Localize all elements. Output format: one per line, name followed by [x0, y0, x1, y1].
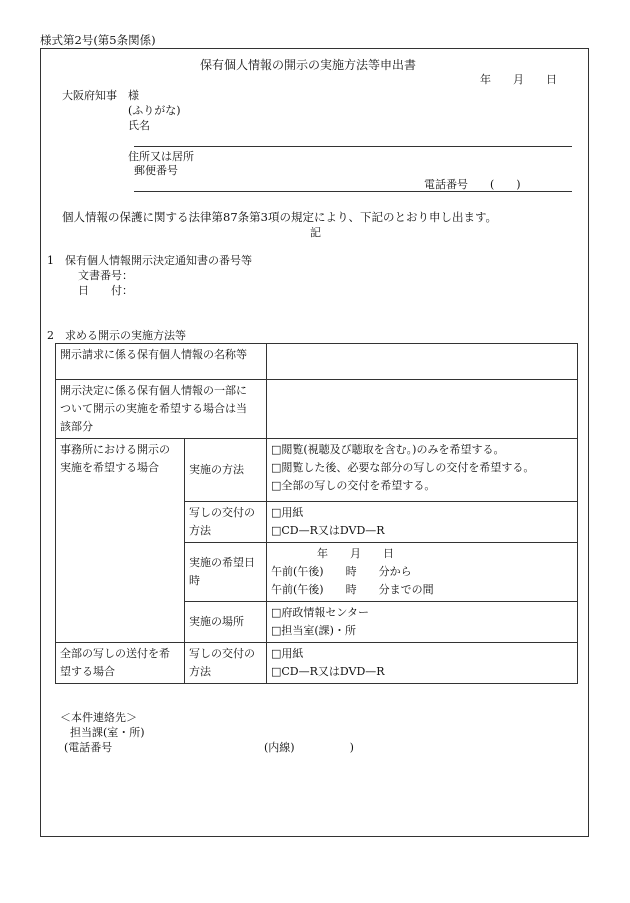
disclosure-method-table: [55, 343, 578, 684]
method-option-view-only[interactable]: □閲覧(視聴及び聴取を含む。)のみを希望する。: [271, 443, 505, 456]
doc-number-label: 文書番号：: [78, 269, 133, 282]
partial-label-line: ついて開示の実施を希望する場合は当: [60, 402, 247, 415]
mail-copy-label-cell: [185, 643, 267, 684]
place-option-info-center[interactable]: □府政情報センター: [271, 606, 369, 619]
contact-phone: (電話番号: [64, 741, 113, 754]
intro-text: 個人情報の保護に関する法律第87条第3項の規定により、下記のとおり申し出ます。: [62, 210, 498, 224]
copy-option-cd-dvd[interactable]: □CD—R又はDVD—R: [271, 524, 385, 537]
place-options-cell: [267, 602, 578, 643]
contact-dept: 担当課(室・所): [70, 726, 145, 739]
date-label-line: 実施の希望日: [189, 556, 255, 569]
copy-option-cd-dvd[interactable]: □CD—R又はDVD—R: [271, 665, 385, 678]
method-options-cell: [267, 439, 578, 502]
method-option-all-copies[interactable]: □全部の写しの交付を希望する。: [271, 479, 436, 492]
mail-label-line: 望する場合: [60, 665, 115, 678]
partial-label-line: 該部分: [60, 420, 93, 433]
partial-label-line: 開示決定に係る保有個人情報の一部に: [60, 384, 247, 397]
method-label-cell: [185, 439, 267, 502]
furigana-label: (ふりがな): [128, 104, 181, 117]
ki-label: 記: [310, 226, 321, 239]
contact-extension: (内線) ): [264, 741, 354, 754]
method-option-view-then-copy[interactable]: □閲覧した後、必要な部分の写しの交付を希望する。: [271, 461, 535, 474]
desired-date[interactable]: 年 月 日: [317, 547, 394, 560]
place-option-dept[interactable]: □担当室(課)・所: [271, 624, 356, 637]
section1-heading: 1 保有個人情報開示決定通知書の番号等: [47, 254, 252, 267]
place-label-cell: [185, 602, 267, 643]
office-label-cell: [56, 439, 185, 643]
copy-label-line: 方法: [189, 524, 211, 537]
desired-time-from[interactable]: 午前(午後) 時 分から: [271, 565, 412, 578]
partial-input-cell[interactable]: [267, 380, 578, 439]
desired-time-until[interactable]: 午前(午後) 時 分までの間: [271, 583, 434, 596]
copy-option-paper[interactable]: □用紙: [271, 506, 304, 519]
info-name-label-cell: [56, 344, 267, 380]
office-copy-label-cell: [185, 502, 267, 543]
section2-heading: 2 求める開示の実施方法等: [47, 329, 186, 342]
name-underline: [134, 146, 572, 147]
copy-label-line: 方法: [189, 665, 211, 678]
info-name-input-cell[interactable]: [267, 344, 578, 380]
copy-label-line: 写しの交付の: [189, 506, 255, 519]
copy-option-paper[interactable]: □用紙: [271, 647, 304, 660]
date-label-line: 時: [189, 574, 200, 587]
name-label: 氏名: [128, 119, 150, 132]
address-underline: [134, 191, 572, 192]
phone-label: 電話番号 ( ): [424, 178, 521, 191]
date-fields-cell[interactable]: [267, 543, 578, 602]
contact-heading: ＜本件連絡先＞: [60, 711, 137, 724]
info-name-label: 開示請求に係る保有個人情報の名称等: [60, 348, 247, 361]
partial-label-cell: [56, 380, 267, 439]
place-label: 実施の場所: [189, 615, 244, 628]
address-label: 住所又は居所: [128, 150, 194, 163]
form-title: 保有個人情報の開示の実施方法等申出書: [200, 58, 417, 72]
addressee: 大阪府知事 様: [62, 89, 139, 102]
doc-date-label: 日 付：: [78, 284, 133, 297]
date-label-cell: [185, 543, 267, 602]
office-label-line: 実施を希望する場合: [60, 461, 159, 474]
postal-label: 郵便番号: [134, 164, 178, 177]
mail-copy-options-cell: [267, 643, 578, 684]
copy-label-line: 写しの交付の: [189, 647, 255, 660]
method-label: 実施の方法: [189, 463, 244, 476]
office-copy-options-cell: [267, 502, 578, 543]
date-line: 年 月 日: [480, 73, 557, 86]
office-label-line: 事務所における開示の: [60, 443, 170, 456]
form-code: 様式第2号(第5条関係): [40, 33, 156, 47]
mail-label-line: 全部の写しの送付を希: [60, 647, 170, 660]
mail-label-cell: [56, 643, 185, 684]
